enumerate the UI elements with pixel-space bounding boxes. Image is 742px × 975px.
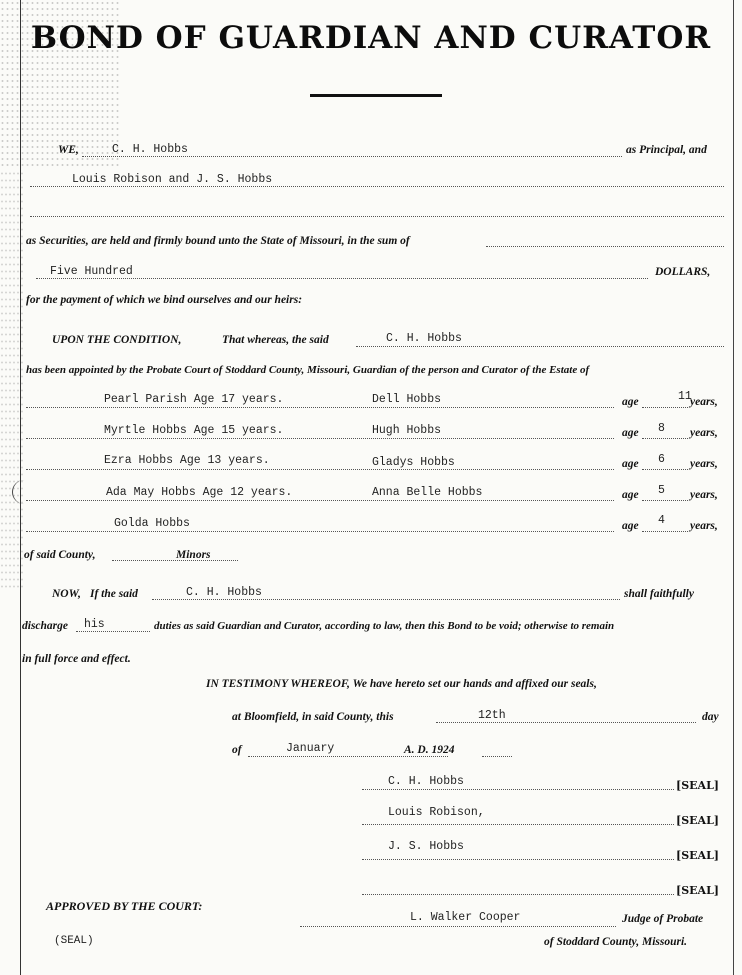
whereas-label: That whereas, the said — [222, 334, 329, 346]
years-label: years, — [690, 396, 718, 408]
seal-label: [SEAL] — [676, 779, 720, 792]
sum-words-line — [36, 278, 648, 279]
age-value: 5 — [658, 484, 665, 497]
day-label: day — [702, 711, 719, 723]
minor-left: Pearl Parish Age 17 years. — [104, 393, 284, 406]
pronoun: his — [84, 618, 105, 631]
signature-line — [362, 859, 674, 860]
of-said-county: of said County, — [24, 549, 96, 561]
age-label: age — [622, 489, 639, 501]
signature-name: J. S. Hobbs — [388, 840, 464, 853]
blank-line — [30, 216, 724, 217]
seal-label: [SEAL] — [676, 814, 720, 827]
appointed-clause: has been appointed by the Probate Court of Stoddard County, Missouri, Guardian of the person and Curator of the Estate of — [26, 364, 590, 376]
age-value: 11 — [678, 390, 692, 403]
age-label: age — [622, 458, 639, 470]
judge-name: L. Walker Cooper — [410, 911, 521, 924]
minor-line — [26, 438, 614, 439]
guardian-line — [356, 346, 724, 347]
signature-line — [362, 824, 674, 825]
signature-name: Louis Robison, — [388, 806, 485, 819]
ad-year: A. D. 1924 — [404, 744, 455, 756]
age-line — [642, 469, 688, 470]
minor-line — [26, 531, 614, 532]
pronoun-line — [76, 631, 150, 632]
faithfully-label: shall faithfully — [624, 588, 694, 600]
guardian-name: C. H. Hobbs — [386, 332, 462, 345]
minor-right: Dell Hobbs — [372, 393, 442, 406]
payment-clause: for the payment of which we bind ourselves and our heirs: — [26, 294, 303, 306]
age-value: 6 — [658, 453, 665, 466]
month-line — [248, 756, 448, 757]
years-label: years, — [690, 458, 718, 470]
minor-left: Ezra Hobbs Age 13 years. — [104, 454, 270, 467]
year-line — [482, 756, 512, 757]
securities-names: Louis Robison and J. S. Hobbs — [72, 173, 273, 186]
scan-noise-margin — [0, 170, 25, 590]
judge-title: Judge of Probate — [622, 913, 704, 925]
seal-label: [SEAL] — [676, 884, 720, 897]
judge-line — [300, 926, 616, 927]
minor-line — [26, 407, 614, 408]
right-border-line — [733, 0, 734, 975]
minor-left: Myrtle Hobbs Age 15 years. — [104, 424, 284, 437]
securities-clause: as Securities, are held and firmly bound unto the State of Missouri, in the sum of — [26, 235, 410, 247]
age-line — [642, 531, 688, 532]
month: January — [286, 742, 335, 755]
sum-line — [486, 246, 724, 247]
minor-right: Gladys Hobbs — [372, 456, 455, 469]
age-line — [642, 407, 688, 408]
we-label: WE, — [58, 144, 79, 156]
minors-label: Minors — [176, 549, 211, 561]
court-seal: (SEAL) — [54, 935, 94, 947]
principal-line — [82, 156, 622, 157]
minor-right: Anna Belle Hobbs — [372, 486, 483, 499]
upon-condition: UPON THE CONDITION, — [52, 334, 182, 346]
approved-label: APPROVED BY THE COURT: — [46, 899, 203, 913]
county-label: of Stoddard County, Missouri. — [544, 936, 688, 948]
years-label: years, — [690, 427, 718, 439]
testimony-line: IN TESTIMONY WHEREOF, We have hereto set our hands and affixed our seals, — [206, 678, 597, 690]
title-underline — [310, 94, 442, 97]
age-label: age — [622, 520, 639, 532]
discharge-label: discharge — [22, 620, 68, 632]
age-value: 8 — [658, 422, 665, 435]
if-said-label: If the said — [90, 588, 138, 600]
principal-name: C. H. Hobbs — [112, 143, 188, 156]
signature-line — [362, 789, 674, 790]
full-force: in full force and effect. — [22, 653, 131, 665]
now-name-line — [152, 599, 620, 600]
sum-words: Five Hundred — [50, 265, 133, 278]
minor-left: Golda Hobbs — [114, 517, 190, 530]
age-line — [642, 500, 688, 501]
document-title: BOND OF GUARDIAN AND CURATOR — [30, 20, 712, 56]
years-label: years, — [690, 520, 718, 532]
age-label: age — [622, 396, 639, 408]
minor-left: Ada May Hobbs Age 12 years. — [106, 486, 293, 499]
dollars-label: DOLLARS, — [655, 266, 711, 278]
of-label: of — [232, 744, 242, 756]
years-label: years, — [690, 489, 718, 501]
day-line — [436, 722, 696, 723]
minors-line — [112, 560, 238, 561]
seal-label: [SEAL] — [676, 849, 720, 862]
day-number: 12th — [478, 709, 506, 722]
now-label: NOW, — [52, 588, 81, 600]
age-label: age — [622, 427, 639, 439]
securities-line — [30, 186, 724, 187]
minor-line — [26, 500, 614, 501]
minor-right: Hugh Hobbs — [372, 424, 442, 437]
duties-clause: duties as said Guardian and Curator, according to law, then this Bond to be void; otherwise to remain — [154, 620, 615, 632]
signature-line — [362, 894, 674, 895]
age-line — [642, 438, 688, 439]
age-value: 4 — [658, 514, 665, 527]
at-bloomfield: at Bloomfield, in said County, this — [232, 711, 394, 723]
signature-name: C. H. Hobbs — [388, 775, 464, 788]
minor-line — [26, 469, 614, 470]
as-principal-label: as Principal, and — [626, 144, 707, 156]
now-name: C. H. Hobbs — [186, 586, 262, 599]
